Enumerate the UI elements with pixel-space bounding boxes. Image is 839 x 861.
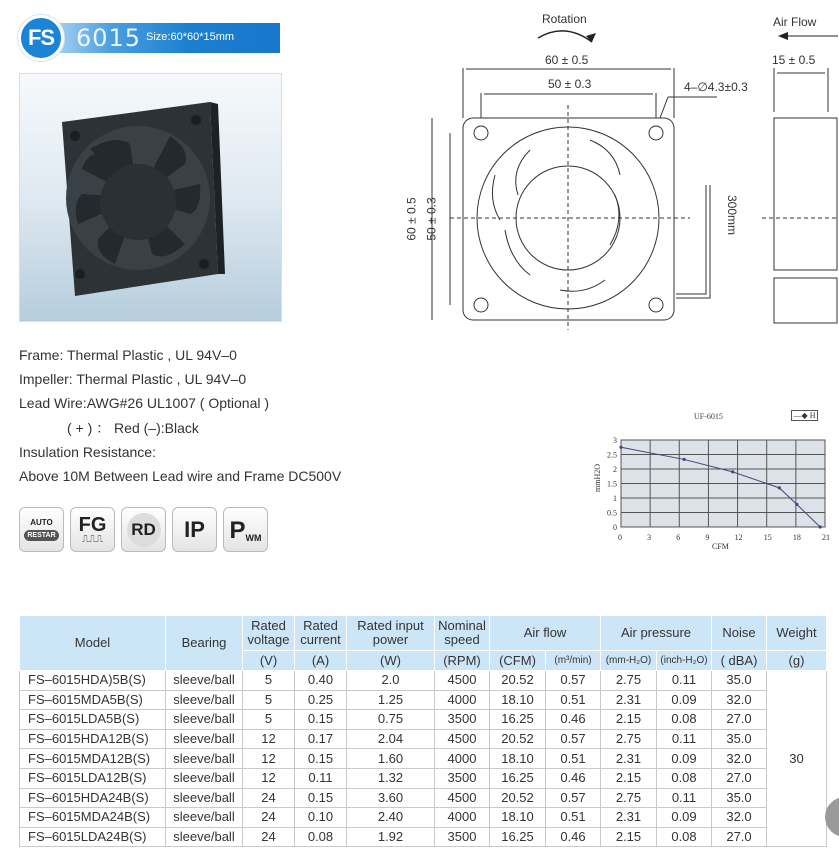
- table-cell: 0.46: [546, 710, 601, 730]
- table-row: [20, 768, 827, 788]
- table-cell: 4500: [435, 671, 490, 691]
- table-cell: 0.75: [347, 710, 435, 730]
- table-cell: sleeve/ball: [166, 671, 243, 691]
- table-cell: 1.60: [347, 749, 435, 769]
- table-cell: 16.25: [490, 827, 546, 847]
- table-cell: 1.25: [347, 690, 435, 710]
- table-cell: 16.25: [490, 710, 546, 730]
- svg-text:1: 1: [613, 494, 617, 503]
- table-cell: 2.04: [347, 729, 435, 749]
- rotation-label: Rotation: [542, 12, 587, 26]
- table-cell: 0.09: [657, 808, 712, 828]
- table-cell: 24: [243, 827, 295, 847]
- size-label: Size:60*60*15mm: [146, 31, 235, 43]
- fan-photo: [19, 73, 282, 322]
- th-speed: Nominal speed: [435, 616, 490, 651]
- table-cell: 3500: [435, 768, 490, 788]
- weight-cell: 30: [767, 671, 827, 847]
- spec-frame: Frame: Thermal Plastic , UL 94V–0: [19, 347, 237, 363]
- table-cell: 0.10: [295, 808, 347, 828]
- table-cell: 1.32: [347, 768, 435, 788]
- th-current: Rated current: [295, 616, 347, 651]
- th-power: Rated input power: [347, 616, 435, 651]
- product-banner: [18, 20, 280, 56]
- spec-insulation-value: Above 10M Between Lead wire and Frame DC500V: [19, 468, 342, 485]
- table-cell: sleeve/ball: [166, 690, 243, 710]
- fan-photo-icon: [20, 74, 283, 323]
- table-cell: FS–6015LDA5B(S): [20, 710, 166, 730]
- table-cell: sleeve/ball: [166, 729, 243, 749]
- table-row: [20, 729, 827, 749]
- table-cell: 0.11: [295, 768, 347, 788]
- unit-g: (g): [767, 651, 827, 671]
- dim-outer-width: 60 ± 0.5: [545, 53, 589, 67]
- fg-signal-icon: FG ⎍⎍⎍: [70, 507, 115, 552]
- table-cell: 20.52: [490, 671, 546, 691]
- table-cell: 18.10: [490, 808, 546, 828]
- svg-text:2: 2: [613, 465, 617, 474]
- unit-inchh2o: (inch-H₂O): [657, 651, 712, 671]
- table-cell: 0.11: [657, 788, 712, 808]
- unit-a: (A): [295, 651, 347, 671]
- table-cell: sleeve/ball: [166, 808, 243, 828]
- table-cell: 0.08: [657, 710, 712, 730]
- table-cell: 0.46: [546, 827, 601, 847]
- table-cell: 0.09: [657, 749, 712, 769]
- svg-text:0: 0: [618, 533, 622, 542]
- table-cell: 16.25: [490, 768, 546, 788]
- table-cell: 0.51: [546, 808, 601, 828]
- table-cell: 0.57: [546, 788, 601, 808]
- spec-impeller: Impeller: Thermal Plastic , UL 94V–0: [19, 371, 247, 388]
- svg-text:15: 15: [763, 533, 772, 542]
- table-cell: 0.25: [295, 690, 347, 710]
- table-cell: 0.15: [295, 710, 347, 730]
- table-cell: 0.15: [295, 788, 347, 808]
- rd-icon: RD: [121, 507, 166, 552]
- svg-text:12: 12: [734, 533, 743, 542]
- th-pressure: Air pressure: [601, 616, 712, 651]
- table-row: [20, 827, 827, 847]
- table-row: [20, 808, 827, 828]
- dim-wire: 300mm: [725, 194, 740, 236]
- table-cell: 0.17: [295, 729, 347, 749]
- spec-polarity: ( + ) ： Red (–):Black: [67, 419, 199, 436]
- table-cell: 24: [243, 788, 295, 808]
- table-cell: 0.46: [546, 768, 601, 788]
- table-cell: 18.10: [490, 690, 546, 710]
- svg-text:9: 9: [705, 533, 710, 542]
- ip-icon: IP: [172, 507, 217, 552]
- table-cell: FS–6015MDA12B(S): [20, 749, 166, 769]
- table-cell: 20.52: [490, 729, 546, 749]
- table-cell: 35.0: [712, 729, 767, 749]
- unit-dba: ( dBA): [712, 651, 767, 671]
- table-cell: 32.0: [712, 690, 767, 710]
- dim-hole-spacing: 50 ± 0.3: [548, 77, 592, 91]
- table-cell: FS–6015MDA5B(S): [20, 690, 166, 710]
- table-row: [20, 788, 827, 808]
- table-cell: 4000: [435, 808, 490, 828]
- table-cell: 5: [243, 690, 295, 710]
- table-cell: 0.08: [657, 768, 712, 788]
- table-cell: FS–6015LDA12B(S): [20, 768, 166, 788]
- table-cell: 12: [243, 729, 295, 749]
- th-noise: Noise: [712, 616, 767, 651]
- table-cell: 27.0: [712, 710, 767, 730]
- table-cell: 0.08: [657, 827, 712, 847]
- table-cell: 2.31: [601, 749, 657, 769]
- th-voltage: Rated voltage: [243, 616, 295, 651]
- spec-insulation-label: Insulation Resistance:: [19, 443, 156, 460]
- table-cell: 3500: [435, 827, 490, 847]
- svg-text:0: 0: [613, 523, 617, 532]
- unit-w: (W): [347, 651, 435, 671]
- table-cell: 2.31: [601, 690, 657, 710]
- svg-text:1.5: 1.5: [607, 479, 617, 489]
- unit-cfm: (CFM): [490, 651, 546, 671]
- table-cell: 2.31: [601, 808, 657, 828]
- table-cell: 35.0: [712, 788, 767, 808]
- dim-holes: 4–∅4.3±0.3: [684, 80, 748, 94]
- auto-restart-icon: AUTO RESTAR: [19, 507, 64, 552]
- pq-curve-chart: [590, 430, 835, 555]
- table-cell: 2.15: [601, 768, 657, 788]
- table-row: [20, 690, 827, 710]
- table-cell: 0.51: [546, 749, 601, 769]
- table-cell: 32.0: [712, 749, 767, 769]
- table-cell: FS–6015LDA24B(S): [20, 827, 166, 847]
- table-row: [20, 671, 827, 691]
- table-cell: 0.08: [295, 827, 347, 847]
- svg-text:3: 3: [647, 533, 652, 542]
- table-cell: 2.15: [601, 710, 657, 730]
- feature-badges: [19, 507, 268, 552]
- fs-logo: FS: [18, 15, 64, 61]
- table-cell: 5: [243, 710, 295, 730]
- table-cell: 2.15: [601, 827, 657, 847]
- chart-ylabel: mmH2O: [593, 464, 602, 492]
- table-cell: 24: [243, 808, 295, 828]
- table-cell: sleeve/ball: [166, 827, 243, 847]
- th-airflow: Air flow: [490, 616, 601, 651]
- table-cell: 0.11: [657, 729, 712, 749]
- table-cell: 0.11: [657, 671, 712, 691]
- dim-thickness: 15 ± 0.5: [772, 53, 816, 67]
- table-cell: 27.0: [712, 768, 767, 788]
- table-cell: 3.60: [347, 788, 435, 808]
- table-cell: 35.0: [712, 671, 767, 691]
- svg-text:3: 3: [613, 436, 617, 445]
- table-cell: 0.09: [657, 690, 712, 710]
- table-cell: 0.40: [295, 671, 347, 691]
- table-cell: 12: [243, 768, 295, 788]
- chart-legend: —◆ H: [791, 410, 818, 421]
- spec-lead-wire: Lead Wire:AWG#26 UL1007 ( Optional ): [19, 395, 270, 412]
- model-number: 6015: [76, 24, 142, 52]
- table-cell: FS–6015HDA24B(S): [20, 788, 166, 808]
- table-cell: 12: [243, 749, 295, 769]
- svg-text:6: 6: [676, 533, 681, 542]
- table-cell: 18.10: [490, 749, 546, 769]
- table-cell: 27.0: [712, 827, 767, 847]
- table-cell: sleeve/ball: [166, 788, 243, 808]
- table-cell: FS–6015HDA)5B(S): [20, 671, 166, 691]
- unit-rpm: (RPM): [435, 651, 490, 671]
- table-cell: 1.92: [347, 827, 435, 847]
- svg-text:18: 18: [792, 533, 801, 542]
- table-cell: FS–6015HDA12B(S): [20, 729, 166, 749]
- table-row: [20, 749, 827, 769]
- table-cell: 4000: [435, 690, 490, 710]
- table-cell: sleeve/ball: [166, 768, 243, 788]
- th-bearing: Bearing: [166, 616, 243, 671]
- table-cell: 4500: [435, 788, 490, 808]
- chart-title: UF-6015: [694, 412, 723, 421]
- table-cell: 32.0: [712, 808, 767, 828]
- unit-m3min: (m³/min): [546, 651, 601, 671]
- table-cell: sleeve/ball: [166, 710, 243, 730]
- airflow-label: Air Flow: [773, 15, 817, 29]
- table-cell: FS–6015MDA24B(S): [20, 808, 166, 828]
- svg-text:2.5: 2.5: [607, 450, 617, 460]
- table-cell: 2.75: [601, 671, 657, 691]
- unit-v: (V): [243, 651, 295, 671]
- table-cell: 5: [243, 671, 295, 691]
- svg-text:0.5: 0.5: [607, 508, 617, 518]
- unit-mmh2o: (mm-H₂O): [601, 651, 657, 671]
- dim-outer-height: 60 ± 0.5: [404, 197, 419, 241]
- table-cell: 0.57: [546, 671, 601, 691]
- spec-list: [19, 343, 341, 488]
- table-cell: 0.51: [546, 690, 601, 710]
- table-cell: 4500: [435, 729, 490, 749]
- table-cell: 2.75: [601, 788, 657, 808]
- table-row: [20, 710, 827, 730]
- table-cell: 2.0: [347, 671, 435, 691]
- dimension-drawing: [404, 0, 839, 330]
- th-model: Model: [20, 616, 166, 671]
- floating-scroll-button[interactable]: [825, 797, 839, 837]
- th-weight: Weight: [767, 616, 827, 651]
- pwm-icon: P WM: [223, 507, 268, 552]
- table-cell: 4000: [435, 749, 490, 769]
- table-cell: 0.57: [546, 729, 601, 749]
- table-cell: 2.75: [601, 729, 657, 749]
- dim-hole-spacing-v: 50 ± 0.3: [424, 197, 439, 241]
- svg-text:21: 21: [822, 533, 830, 542]
- spec-table: [19, 615, 827, 847]
- table-cell: 2.40: [347, 808, 435, 828]
- table-cell: 0.15: [295, 749, 347, 769]
- chart-xlabel: CFM: [712, 542, 729, 551]
- table-cell: 20.52: [490, 788, 546, 808]
- table-cell: 3500: [435, 710, 490, 730]
- table-cell: sleeve/ball: [166, 749, 243, 769]
